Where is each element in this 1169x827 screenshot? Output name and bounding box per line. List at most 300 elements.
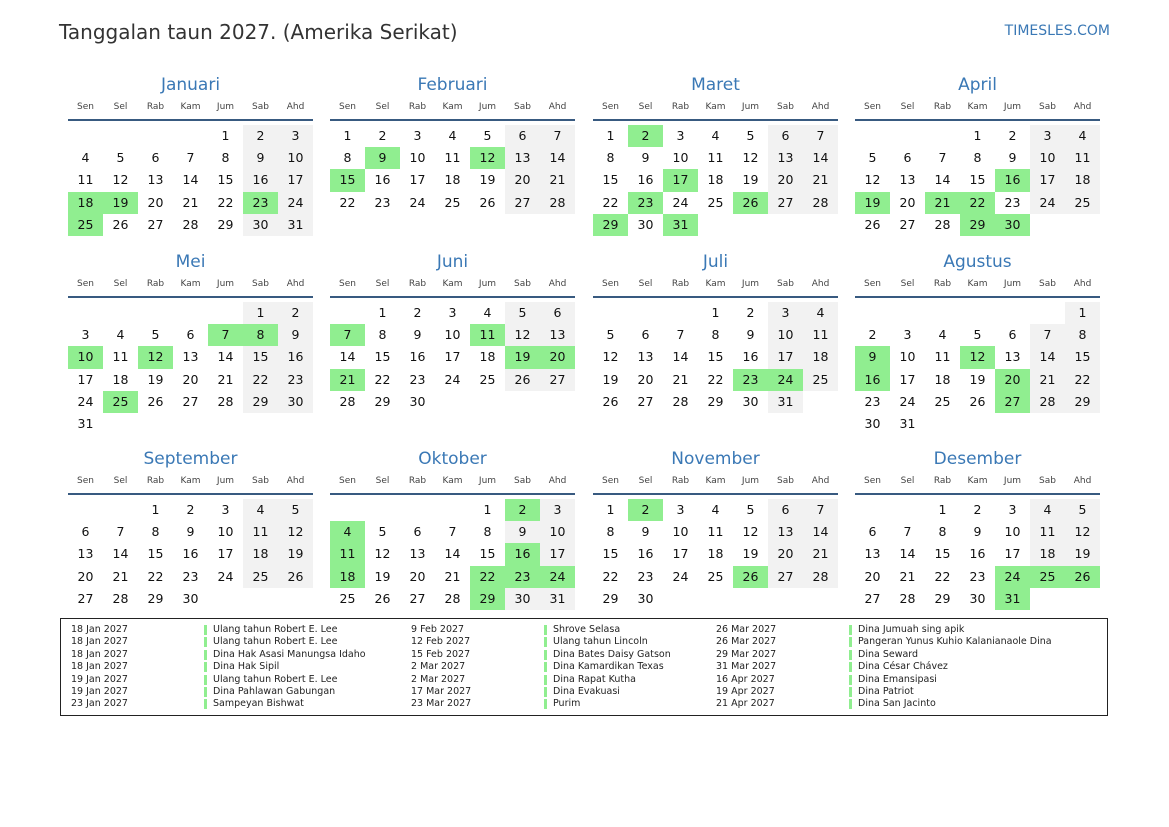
weekday-label: Jum [741,279,760,289]
day-cell: 11 [803,324,838,346]
day-cell: 2 [186,502,195,517]
weekday-header [593,99,838,119]
holiday-day-cell: 8 [243,324,278,346]
weekday-label: Ahd [1073,102,1092,112]
weekday-label: Sab [777,102,794,112]
day-cell: 28 [1030,391,1065,413]
day-cell: 29 [217,216,234,232]
day-cell: 30 [864,415,881,431]
weekday-label: Sen [77,476,94,486]
holiday-day-cell: 24 [995,566,1030,588]
site-link[interactable]: TIMESLES.COM [1004,23,1110,39]
weekday-label: Ahd [811,279,830,289]
day-cell: 22 [147,568,164,584]
weekday-label: Sab [1039,102,1056,112]
day-cell: 24 [409,194,426,210]
day-cell: 6 [768,125,803,147]
day-cell: 1 [343,128,352,143]
day-cell: 8 [221,150,230,166]
month-desember [855,448,1100,610]
day-grid [330,125,575,214]
day-cell: 16 [278,346,313,368]
day-cell: 21 [217,371,234,387]
day-cell: 15 [969,172,986,188]
weekday-label: Ahd [1073,476,1092,486]
holiday-day-cell: 27 [995,391,1030,413]
day-cell: 24 [77,393,94,409]
day-cell: 10 [672,524,689,540]
day-cell: 18 [707,172,724,188]
holiday-date: 21 Apr 2027 [716,698,775,710]
day-cell: 20 [637,371,654,387]
holiday-day-cell: 22 [470,566,505,588]
holiday-marker [849,662,852,672]
holiday-day-cell: 29 [470,588,505,610]
weekday-label: Ahd [548,279,567,289]
month-name: Maret [691,75,740,95]
month-april [855,74,1100,236]
day-cell: 13 [147,172,164,188]
day-cell: 19 [374,568,391,584]
day-cell: 28 [444,590,461,606]
day-cell: 9 [413,327,422,343]
holiday-day-cell: 12 [470,147,505,169]
weekday-label: Sel [375,102,390,112]
day-cell: 24 [899,393,916,409]
day-cell: 29 [602,590,619,606]
holiday-day-cell: 30 [995,214,1030,236]
day-cell: 25 [934,393,951,409]
day-cell: 16 [742,349,759,365]
holiday-date: 9 Feb 2027 [411,624,465,635]
holiday-list [60,618,1108,716]
day-cell: 5 [278,499,313,521]
day-cell: 30 [637,590,654,606]
day-cell: 18 [934,371,951,387]
empty-cell [68,302,103,324]
day-cell: 27 [182,393,199,409]
weekday-label: Sel [375,476,390,486]
day-cell: 4 [483,305,492,320]
holiday-date: 26 Mar 2027 [716,624,777,635]
holiday-day-cell: 23 [243,192,278,214]
day-cell: 27 [77,590,94,606]
day-cell: 30 [637,216,654,232]
day-cell: 13 [77,546,94,562]
holiday-date: 23 Jan 2027 [71,698,128,710]
holiday-date: 2 Mar 2027 [411,673,466,685]
day-cell: 19 [479,172,496,188]
weekday-label: Sel [900,279,915,289]
day-cell: 12 [505,324,540,346]
header-rule [330,296,575,298]
holiday-day-cell: 7 [208,324,243,346]
day-cell: 11 [444,150,461,166]
weekday-label: Jum [741,476,760,486]
day-cell: 5 [116,150,125,166]
day-cell: 31 [278,214,313,236]
weekday-label: Kam [180,279,201,289]
day-cell: 2 [746,305,755,320]
day-cell: 3 [221,502,230,517]
day-cell: 21 [112,568,129,584]
day-cell: 23 [1004,194,1021,210]
day-cell: 14 [899,546,916,562]
holiday-date: 26 Mar 2027 [716,636,777,648]
holiday-day-cell: 23 [628,192,663,214]
holiday-day-cell: 19 [855,192,890,214]
day-cell: 24 [1030,192,1065,214]
day-cell: 7 [540,125,575,147]
day-cell: 11 [1030,521,1065,543]
day-cell: 27 [540,369,575,391]
empty-cell [68,125,103,147]
day-cell: 22 [602,194,619,210]
day-cell: 17 [899,371,916,387]
weekday-label: Sen [602,279,619,289]
day-cell: 28 [803,192,838,214]
month-september [68,448,313,610]
holiday-day-cell: 21 [330,369,365,391]
day-cell: 2 [868,327,877,343]
holiday-date: 15 Feb 2027 [411,648,471,660]
holiday-day-cell: 11 [470,324,505,346]
day-cell: 22 [707,371,724,387]
day-cell: 15 [217,172,234,188]
day-cell: 14 [339,349,356,365]
empty-cell [365,499,400,521]
day-cell: 7 [186,150,195,166]
day-cell: 6 [1008,327,1017,343]
day-grid [330,499,575,610]
holiday-marker [544,675,547,685]
day-cell: 8 [1065,324,1100,346]
day-cell: 11 [1065,147,1100,169]
day-cell: 11 [707,524,724,540]
holiday-marker [204,687,207,697]
day-cell: 27 [768,192,803,214]
day-cell: 4 [116,327,125,343]
day-cell: 23 [182,568,199,584]
holiday-marker [204,675,207,685]
weekday-label: Sab [777,476,794,486]
weekday-label: Rab [408,102,427,112]
day-cell: 19 [742,546,759,562]
holiday-date: 19 Apr 2027 [716,685,775,697]
day-cell: 17 [77,371,94,387]
header-rule [68,493,313,495]
holiday-marker [544,662,547,672]
day-cell: 18 [479,349,496,365]
weekday-label: Sel [900,102,915,112]
day-cell: 6 [186,327,195,343]
weekday-label: Sen [602,476,619,486]
weekday-label: Rab [146,476,165,486]
empty-cell [890,302,925,324]
day-cell: 14 [217,349,234,365]
empty-cell [400,499,435,521]
holiday-name: Purim [553,698,581,710]
header-rule [593,296,838,298]
weekday-label: Sel [113,279,128,289]
month-name: Februari [417,75,488,95]
day-cell: 20 [182,371,199,387]
weekday-header [68,473,313,493]
holiday-day-cell: 25 [68,214,103,236]
day-cell: 21 [444,568,461,584]
empty-cell [855,302,890,324]
empty-cell [925,302,960,324]
day-cell: 19 [969,371,986,387]
month-name: Oktober [418,449,487,469]
day-cell: 6 [505,125,540,147]
weekday-label: Kam [967,279,988,289]
day-cell: 14 [112,546,129,562]
day-cell: 18 [1030,543,1065,565]
holiday-name: Dina Hak Sipil [213,661,280,673]
month-name: Agustus [943,252,1012,272]
day-cell: 16 [409,349,426,365]
day-cell: 13 [1004,349,1021,365]
day-cell: 13 [505,147,540,169]
day-cell: 20 [505,169,540,191]
weekday-label: Kam [180,102,201,112]
weekday-header [330,473,575,493]
day-cell: 3 [81,327,90,343]
day-cell: 15 [602,546,619,562]
weekday-label: Jum [1003,279,1022,289]
empty-cell [330,302,365,324]
day-cell: 19 [147,371,164,387]
weekday-label: Rab [933,102,952,112]
weekday-label: Sen [77,102,94,112]
day-cell: 2 [1008,128,1017,143]
empty-cell [330,499,365,521]
day-cell: 24 [672,568,689,584]
holiday-name: Dina Hak Asasi Manungsa Idaho [213,648,366,660]
weekday-label: Rab [408,279,427,289]
day-cell: 24 [278,192,313,214]
day-cell: 25 [707,194,724,210]
holiday-day-cell: 20 [995,369,1030,391]
day-grid [855,125,1100,236]
day-cell: 15 [147,546,164,562]
day-cell: 14 [803,147,838,169]
day-cell: 1 [221,128,230,143]
holiday-day-cell: 31 [995,588,1030,610]
day-cell: 1 [243,302,278,324]
weekday-label: Rab [933,476,952,486]
day-cell: 7 [803,125,838,147]
holiday-day-cell: 18 [68,192,103,214]
day-grid [330,302,575,413]
day-cell: 8 [378,327,387,343]
day-cell: 8 [483,524,492,540]
holiday-day-cell: 26 [733,566,768,588]
day-cell: 22 [1065,369,1100,391]
day-cell: 8 [606,524,615,540]
day-cell: 23 [278,369,313,391]
day-cell: 29 [1065,391,1100,413]
day-cell: 25 [707,568,724,584]
day-cell: 14 [934,172,951,188]
month-name: April [958,75,997,95]
month-januari [68,74,313,236]
day-cell: 1 [151,502,160,517]
day-cell: 17 [217,546,234,562]
day-cell: 10 [1030,147,1065,169]
day-cell: 15 [243,346,278,368]
day-cell: 13 [899,172,916,188]
weekday-label: Sab [252,476,269,486]
day-cell: 19 [602,371,619,387]
day-cell: 3 [448,305,457,320]
day-cell: 18 [1065,169,1100,191]
weekday-header [855,99,1100,119]
weekday-label: Kam [967,102,988,112]
day-cell: 8 [606,150,615,166]
day-cell: 30 [409,393,426,409]
day-cell: 14 [1030,346,1065,368]
day-cell: 17 [1004,546,1021,562]
holiday-name: Sampeyan Bishwat [213,698,304,710]
day-grid [593,302,838,413]
day-cell: 26 [505,369,540,391]
weekday-header [330,99,575,119]
day-grid [593,499,838,610]
holiday-marker [849,699,852,709]
weekday-header [68,99,313,119]
day-cell: 28 [803,566,838,588]
day-cell: 29 [707,393,724,409]
weekday-label: Kam [705,279,726,289]
day-cell: 30 [182,590,199,606]
day-cell: 10 [768,324,803,346]
day-cell: 5 [505,302,540,324]
weekday-label: Sel [113,102,128,112]
holiday-date: 18 Jan 2027 [71,661,128,673]
empty-cell [103,125,138,147]
day-cell: 31 [540,588,575,610]
day-cell: 25 [243,566,278,588]
weekday-label: Kam [442,102,463,112]
day-cell: 9 [278,324,313,346]
day-cell: 16 [969,546,986,562]
day-cell: 14 [444,546,461,562]
holiday-name: Dina César Chávez [858,661,948,673]
weekday-label: Sen [602,102,619,112]
holiday-marker [204,625,207,635]
weekday-label: Sen [77,279,94,289]
day-cell: 3 [413,128,422,143]
holiday-date: 2 Mar 2027 [411,661,466,673]
day-cell: 12 [374,546,391,562]
weekday-label: Jum [1003,102,1022,112]
day-cell: 27 [637,393,654,409]
day-cell: 5 [1065,499,1100,521]
day-cell: 4 [803,302,838,324]
day-cell: 21 [803,543,838,565]
header-rule [855,296,1100,298]
weekday-label: Ahd [811,102,830,112]
day-cell: 17 [768,346,803,368]
day-cell: 20 [899,194,916,210]
holiday-marker [544,699,547,709]
holiday-name: Pangeran Yunus Kuhio Kalanianaole Dina [858,636,1052,648]
month-name: Desember [933,449,1022,469]
day-cell: 5 [746,502,755,517]
day-cell: 29 [934,590,951,606]
weekday-label: Sab [252,102,269,112]
day-cell: 26 [479,194,496,210]
holiday-day-cell: 16 [505,543,540,565]
day-cell: 20 [147,194,164,210]
day-cell: 6 [903,150,912,166]
holiday-date: 18 Jan 2027 [71,648,128,660]
day-cell: 7 [676,327,685,343]
day-cell: 2 [413,305,422,320]
day-cell: 7 [803,499,838,521]
day-cell: 3 [1030,125,1065,147]
weekday-header [855,473,1100,493]
holiday-marker [544,625,547,635]
day-cell: 28 [899,590,916,606]
weekday-label: Jum [478,476,497,486]
day-cell: 26 [602,393,619,409]
weekday-label: Sab [252,279,269,289]
day-cell: 12 [742,524,759,540]
day-cell: 9 [243,147,278,169]
day-cell: 9 [641,524,650,540]
day-cell: 5 [378,524,387,540]
day-cell: 13 [768,147,803,169]
day-cell: 7 [903,524,912,540]
day-cell: 1 [606,502,615,517]
day-cell: 5 [868,150,877,166]
day-cell: 5 [483,128,492,143]
day-cell: 8 [151,524,160,540]
holiday-name: Dina Rapat Kutha [553,673,636,685]
day-cell: 6 [151,150,160,166]
weekday-header [593,473,838,493]
day-cell: 25 [444,194,461,210]
weekday-label: Rab [671,102,690,112]
holiday-day-cell: 23 [733,369,768,391]
day-cell: 28 [112,590,129,606]
day-cell: 17 [278,169,313,191]
day-cell: 21 [540,169,575,191]
holiday-day-cell: 2 [628,125,663,147]
holiday-marker [204,650,207,660]
weekday-label: Sen [864,279,881,289]
day-cell: 29 [147,590,164,606]
holiday-day-cell: 24 [540,566,575,588]
day-cell: 6 [413,524,422,540]
day-cell: 30 [243,214,278,236]
header-rule [330,119,575,121]
weekday-header [68,276,313,296]
weekday-label: Sen [864,102,881,112]
day-cell: 15 [602,172,619,188]
holiday-day-cell: 2 [628,499,663,521]
day-cell: 2 [378,128,387,143]
day-cell: 7 [938,150,947,166]
day-cell: 9 [641,150,650,166]
day-cell: 4 [1065,125,1100,147]
day-cell: 9 [973,524,982,540]
weekday-label: Sel [638,476,653,486]
day-cell: 29 [374,393,391,409]
